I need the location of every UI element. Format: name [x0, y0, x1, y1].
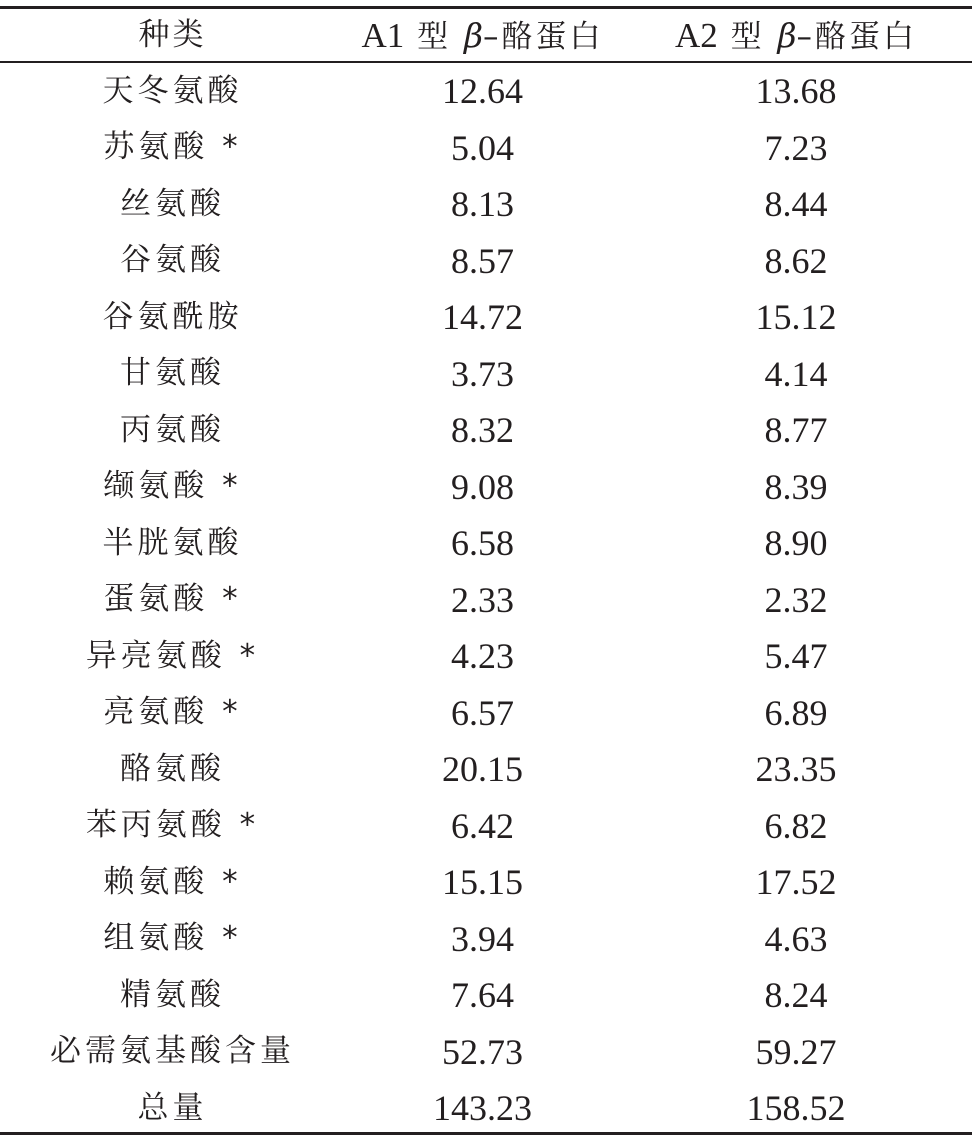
table-row — [0, 1080, 972, 1137]
row-a2-value: 13.68 — [755, 71, 837, 112]
table-bottom-rule — [0, 1132, 972, 1135]
header-a1-type: 型 — [417, 18, 452, 55]
row-a1-value: 3.94 — [451, 918, 514, 959]
row-a2-value: 6.89 — [764, 692, 828, 733]
row-name: 谷氨酰胺 — [102, 298, 243, 335]
row-a1-value: 2.33 — [451, 579, 514, 620]
row-name: 酪氨酸 — [120, 750, 225, 787]
row-name: 蛋氨酸 * — [103, 581, 242, 618]
row-a2-value: 158.52 — [746, 1088, 846, 1129]
row-a2-value: 8.90 — [764, 523, 828, 564]
row-name: 苯丙氨酸 * — [85, 807, 260, 844]
row-a1-value: 3.73 — [451, 353, 514, 394]
row-name: 必需氨基酸含量 — [50, 1033, 295, 1070]
row-name: 苏氨酸 * — [103, 129, 242, 166]
row-a1-value: 6.42 — [451, 805, 514, 846]
row-a1-value: 8.32 — [451, 410, 514, 451]
table-body — [0, 63, 972, 1137]
row-a2-value: 8.77 — [764, 410, 828, 451]
row-a2-value: 59.27 — [755, 1031, 837, 1072]
header-a1-label: A1 — [361, 15, 405, 55]
header-a2-beta: β — [777, 15, 797, 55]
table-row — [0, 967, 972, 1024]
row-a2-value: 8.39 — [764, 466, 828, 507]
row-a1-value: 8.13 — [451, 184, 514, 225]
row-a1-value: 20.15 — [442, 749, 523, 790]
table-row — [0, 741, 972, 798]
header-a2-suffix: –酪蛋白 — [796, 18, 918, 55]
table-row — [0, 346, 972, 403]
header-category: 种类 — [138, 16, 207, 53]
row-a2-value: 4.14 — [764, 353, 828, 394]
table-row — [0, 233, 972, 290]
table-row — [0, 911, 972, 968]
table-row — [0, 459, 972, 516]
row-a1-value: 143.23 — [433, 1088, 532, 1129]
row-a2-value: 2.32 — [764, 579, 828, 620]
row-a2-value: 23.35 — [755, 749, 837, 790]
header-a2-beta-casein — [620, 15, 972, 55]
row-name: 异亮氨酸 * — [85, 637, 260, 674]
header-a2-type: 型 — [730, 18, 765, 55]
row-a2-value: 8.62 — [764, 240, 828, 281]
row-a2-value: 15.12 — [755, 297, 837, 338]
row-a2-value: 6.82 — [764, 805, 828, 846]
table-row — [0, 685, 972, 742]
row-name: 丙氨酸 — [120, 411, 225, 448]
row-a1-value: 6.58 — [451, 523, 514, 564]
table-header-row — [0, 9, 972, 61]
row-a2-value: 17.52 — [755, 862, 837, 903]
table-row — [0, 176, 972, 233]
row-a1-value: 14.72 — [442, 297, 523, 338]
table-row — [0, 120, 972, 177]
row-name: 丝氨酸 — [120, 185, 225, 222]
table-row — [0, 63, 972, 120]
table-row — [0, 628, 972, 685]
row-a1-value: 5.04 — [451, 127, 514, 168]
row-a1-value: 6.57 — [451, 692, 514, 733]
row-a2-value: 5.47 — [764, 636, 828, 677]
row-a1-value: 9.08 — [451, 466, 514, 507]
row-a1-value: 4.23 — [451, 636, 514, 677]
row-name: 谷氨酸 — [120, 242, 225, 279]
row-name: 总量 — [137, 1089, 208, 1126]
table-row — [0, 1024, 972, 1081]
row-a1-value: 15.15 — [442, 862, 523, 903]
header-a1-beta-casein — [345, 15, 620, 55]
table-row — [0, 572, 972, 629]
row-a2-value: 4.63 — [764, 918, 828, 959]
row-name: 甘氨酸 — [120, 355, 225, 392]
row-a1-value: 52.73 — [442, 1031, 523, 1072]
row-name: 缬氨酸 * — [103, 468, 242, 505]
row-name: 精氨酸 — [120, 976, 225, 1013]
row-a1-value: 8.57 — [451, 240, 514, 281]
table-row — [0, 289, 972, 346]
row-name: 亮氨酸 * — [103, 694, 242, 731]
table-row — [0, 515, 972, 572]
row-a2-value: 7.23 — [764, 127, 828, 168]
header-a1-beta: β — [463, 15, 484, 55]
table-row — [0, 854, 972, 911]
table-row — [0, 798, 972, 855]
row-name: 天冬氨酸 — [102, 72, 243, 109]
row-a1-value: 7.64 — [451, 975, 514, 1016]
row-name: 赖氨酸 * — [103, 863, 242, 900]
row-a2-value: 8.44 — [764, 184, 828, 225]
table-row — [0, 402, 972, 459]
row-name: 组氨酸 * — [103, 920, 242, 957]
header-a1-suffix: –酪蛋白 — [483, 18, 604, 55]
header-a2-label: A2 — [674, 15, 718, 55]
row-name: 半胱氨酸 — [102, 524, 243, 561]
row-a1-value: 12.64 — [442, 71, 523, 112]
row-a2-value: 8.24 — [764, 975, 828, 1016]
